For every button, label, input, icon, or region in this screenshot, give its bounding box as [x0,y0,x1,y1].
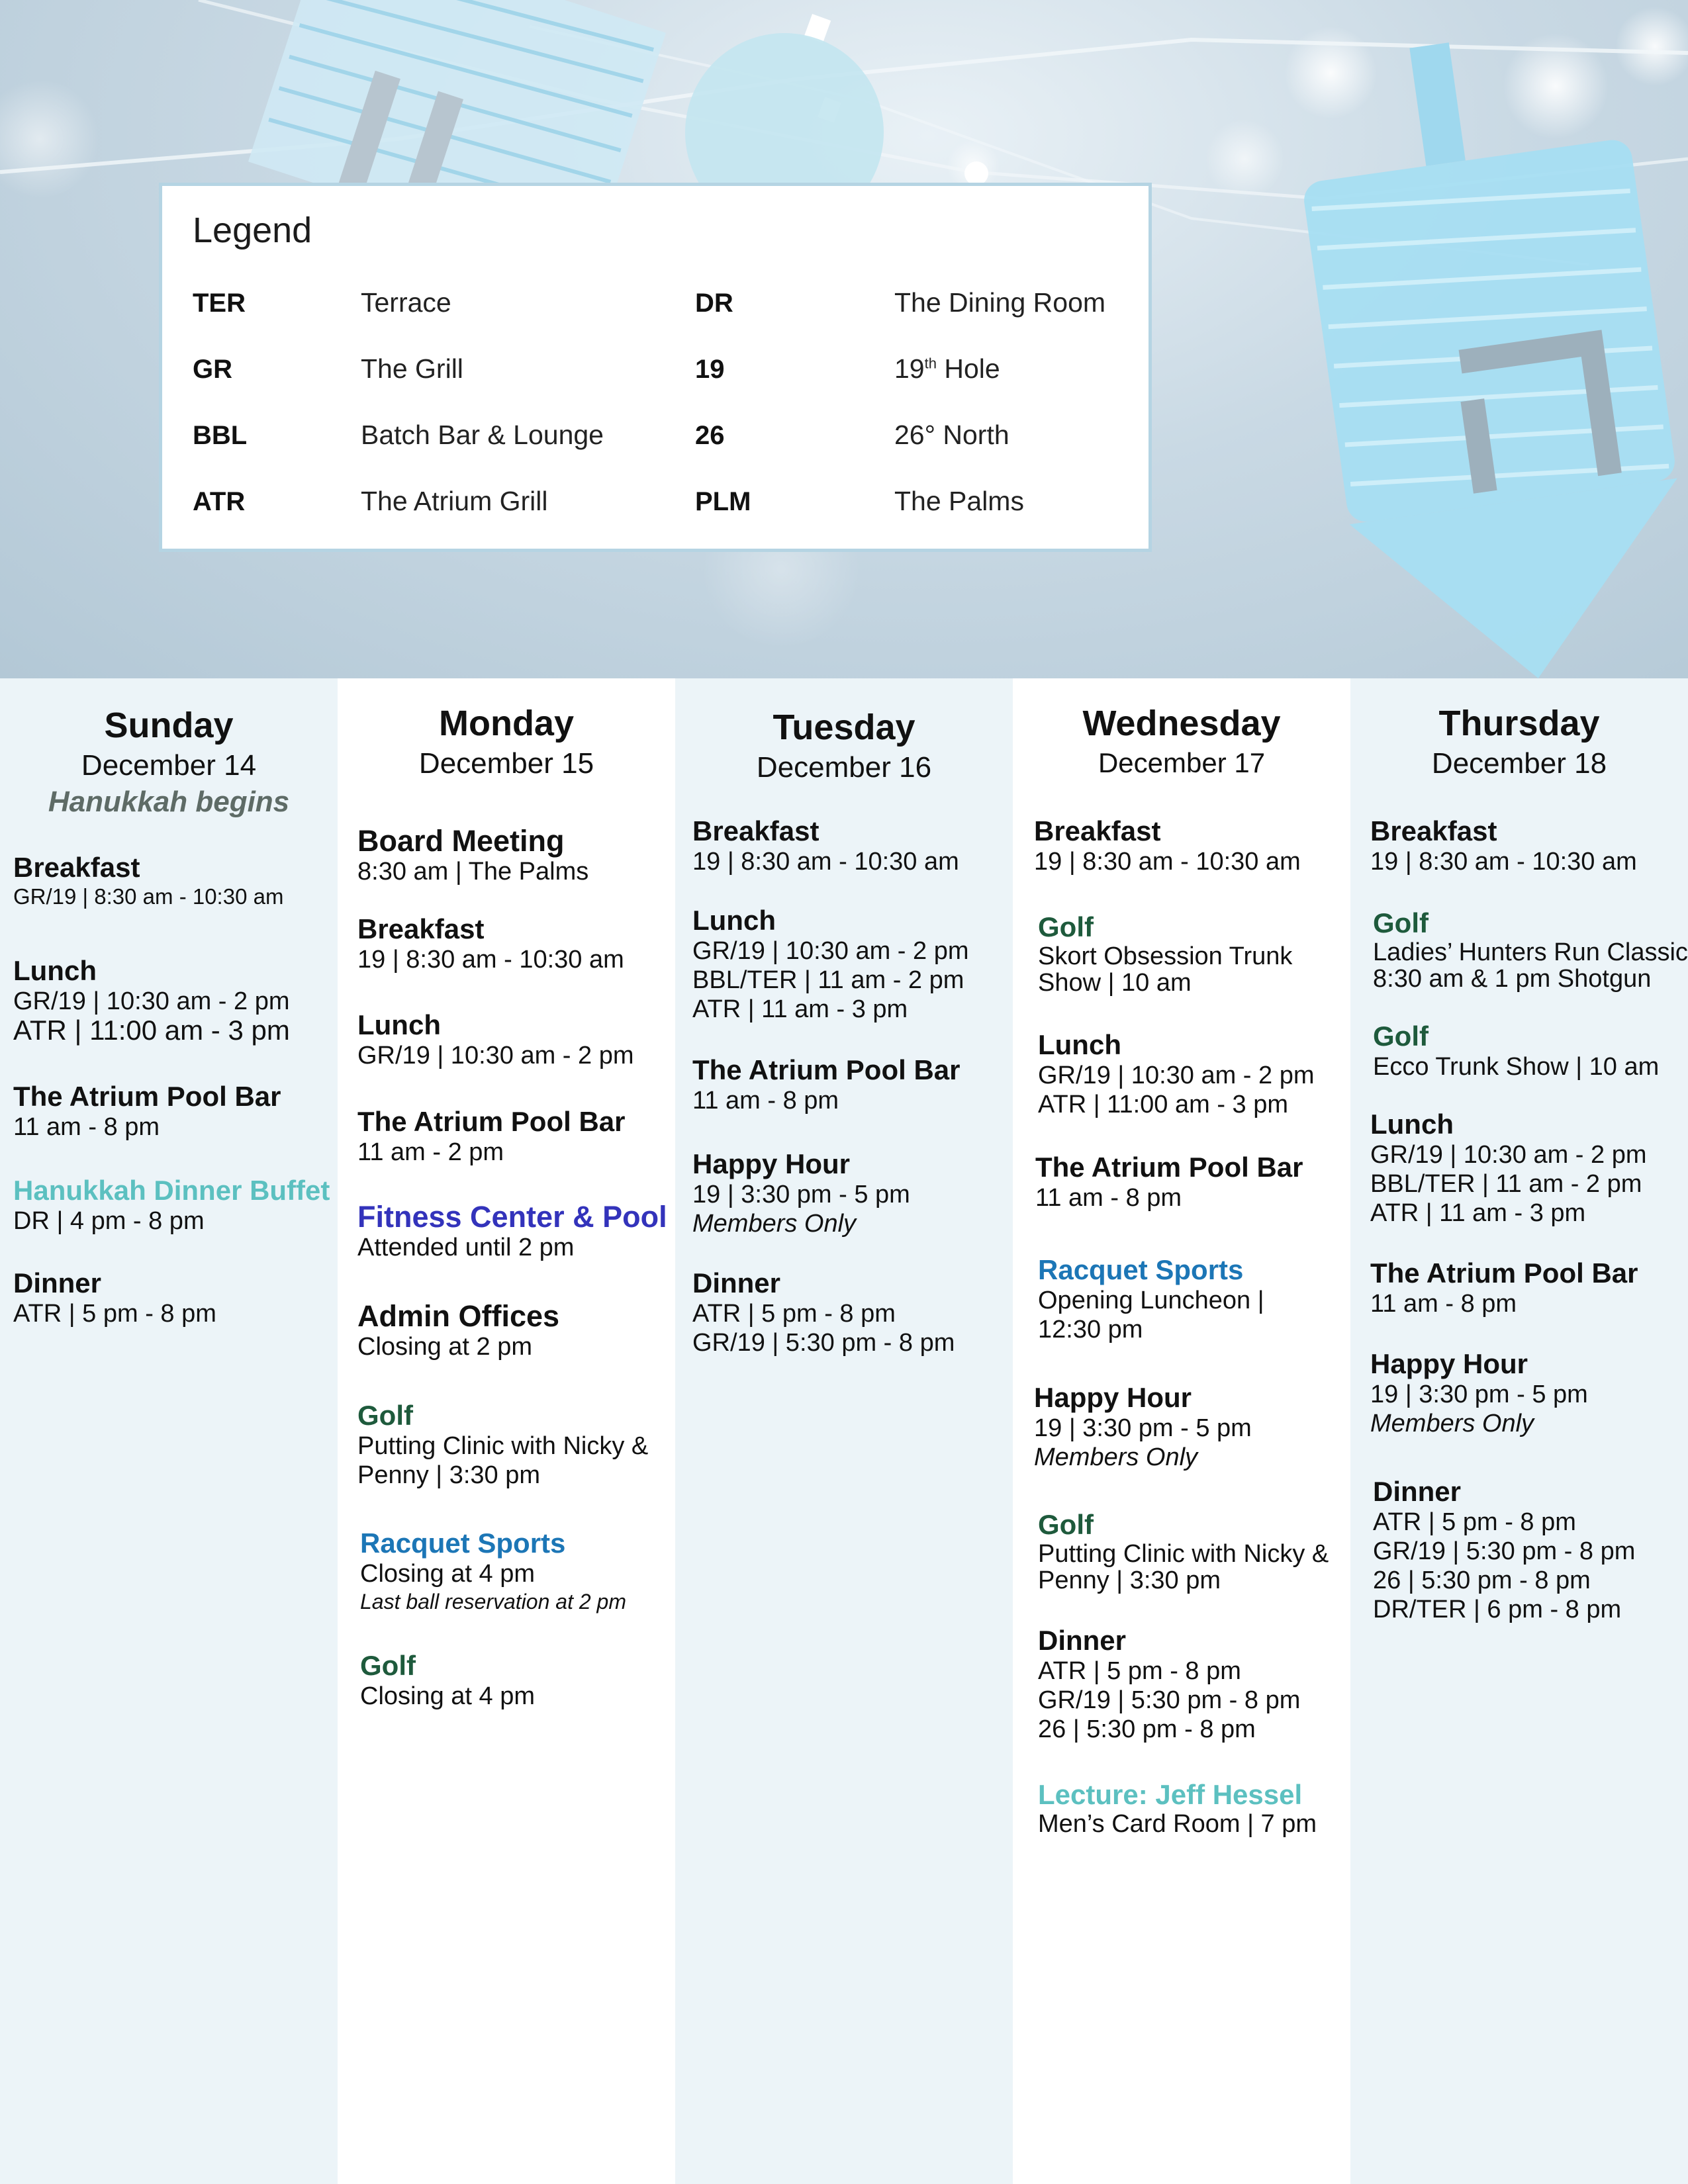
event-detail: Closing at 2 pm [357,1333,533,1361]
legend-code-19: 19 [695,355,725,384]
event-fitness-center [357,1201,682,1262]
event-golf-trunk-show [1373,1021,1688,1081]
event-title: Breakfast [1034,815,1161,846]
event-detail: 12:30 pm [1038,1316,1143,1343]
day-name: Wednesday [1082,704,1281,743]
event-detail: GR/19 | 5:30 pm - 8 pm [692,1329,955,1357]
event-golf-putting-clinic [1038,1509,1362,1594]
event-detail: ATR | 11:00 am - 3 pm [1038,1091,1289,1118]
event-detail: 19 | 8:30 am - 10:30 am [1370,848,1637,876]
event-title: Golf [360,1650,416,1681]
legend-name-dr: The Dining Room [894,287,1106,318]
legend-code-atr: ATR [193,487,246,516]
event-detail: Opening Luncheon | [1038,1287,1264,1314]
event-breakfast [357,913,682,974]
event-detail: GR/19 | 5:30 pm - 8 pm [1038,1686,1301,1714]
event-detail: 19 | 3:30 pm - 5 pm [692,1181,910,1208]
legend-name-gr: The Grill [361,353,463,384]
event-title: Lunch [1370,1109,1454,1140]
day-name: Sunday [104,705,234,745]
legend-code-26: 26 [695,421,725,450]
event-detail: ATR | 5 pm - 8 pm [692,1300,896,1328]
event-detail: 19 | 8:30 am - 10:30 am [692,848,959,876]
legend-name-ter: Terrace [361,287,451,318]
event-detail: Putting Clinic with Nicky & [357,1432,649,1460]
event-detail: Penny | 3:30 pm [357,1461,541,1489]
event-detail: 19 | 8:30 am - 10:30 am [1034,848,1301,876]
legend-name-atr: The Atrium Grill [361,486,548,516]
event-detail: ATR | 11 am - 3 pm [1370,1199,1586,1227]
event-detail: ATR | 5 pm - 8 pm [1373,1508,1576,1536]
event-title: Dinner [1373,1476,1462,1507]
event-breakfast [692,815,1017,876]
legend-code-plm: PLM [695,487,751,516]
day-date: December 18 [1431,747,1607,780]
event-title: Dinner [1038,1625,1127,1656]
event-detail: GR/19 | 10:30 am - 2 pm [1038,1062,1315,1089]
event-detail: GR/19 | 10:30 am - 2 pm [357,1042,634,1069]
event-title: The Atrium Pool Bar [13,1081,281,1112]
legend-name-26: 26° North [894,420,1009,450]
event-title: Breakfast [13,852,140,883]
event-detail: BBL/TER | 11 am - 2 pm [1370,1170,1642,1198]
event-breakfast [1034,815,1358,876]
event-title: Dinner [13,1267,102,1298]
event-detail: ATR | 11 am - 3 pm [692,995,908,1023]
event-detail: 26 | 5:30 pm - 8 pm [1038,1715,1256,1743]
event-title: Breakfast [1370,815,1497,846]
event-lunch [1038,1029,1362,1119]
event-title: The Atrium Pool Bar [692,1054,961,1085]
event-admin-offices [357,1300,682,1361]
event-detail: 19 | 3:30 pm - 5 pm [1370,1381,1588,1408]
event-title: Golf [1373,1021,1429,1052]
event-title: Admin Offices [357,1299,560,1333]
day-name: Monday [438,704,574,743]
event-detail: DR/TER | 6 pm - 8 pm [1373,1596,1622,1623]
event-title: Lecture: Jeff Hessel [1038,1779,1303,1810]
event-breakfast [13,852,338,910]
event-title: Golf [1038,1509,1094,1540]
event-happy-hour [1370,1348,1688,1438]
event-board-meeting [357,825,682,886]
event-title: Happy Hour [1034,1382,1192,1413]
event-detail: 8:30 am | The Palms [357,858,589,886]
event-detail: 8:30 am & 1 pm Shotgun [1373,965,1652,993]
legend-code-gr: GR [193,355,232,384]
day-name: Tuesday [773,707,915,747]
event-dinner [692,1267,1017,1357]
event-title: Racquet Sports [360,1527,566,1559]
day-column-thursday [1350,678,1688,2184]
event-detail: Closing at 4 pm [360,1560,536,1588]
event-detail: Ecco Trunk Show | 10 am [1373,1053,1660,1081]
legend-name-plm: The Palms [894,486,1024,516]
event-breakfast [1370,815,1688,876]
event-detail: GR/19 | 10:30 am - 2 pm [1370,1141,1647,1169]
day-date: December 16 [756,751,932,784]
event-detail: 11 am - 2 pm [357,1138,504,1166]
day-name: Thursday [1438,704,1600,743]
event-racquet-sports [360,1527,684,1615]
event-detail: ATR | 11:00 am - 3 pm [13,1015,290,1046]
event-title: Golf [1373,907,1429,938]
event-detail: Members Only [692,1210,857,1238]
event-detail: 26 | 5:30 pm - 8 pm [1373,1567,1591,1594]
event-detail: Putting Clinic with Nicky & [1038,1540,1329,1568]
event-detail: Show | 10 am [1038,969,1192,997]
event-golf-closing [360,1650,684,1711]
day-column-wednesday [1013,678,1350,2184]
event-title: Golf [357,1400,413,1431]
event-title: The Atrium Pool Bar [1370,1257,1638,1289]
event-detail: Attended until 2 pm [357,1234,575,1261]
day-note: Hanukkah begins [48,786,290,818]
event-detail: GR/19 | 10:30 am - 2 pm [13,987,290,1015]
event-detail: ATR | 5 pm - 8 pm [1038,1657,1241,1685]
legend-code-bbl: BBL [193,421,248,450]
event-title: Hanukkah Dinner Buffet [13,1175,330,1206]
event-title: Happy Hour [692,1148,851,1179]
event-detail: GR/19 | 8:30 am - 10:30 am [13,884,284,909]
event-detail: Members Only [1034,1443,1198,1471]
day-column-tuesday [675,678,1013,2184]
event-detail: GR/19 | 10:30 am - 2 pm [692,937,969,965]
event-lunch [357,1009,682,1070]
legend-title: Legend [193,210,312,250]
event-lunch [1370,1109,1688,1228]
event-detail: GR/19 | 5:30 pm - 8 pm [1373,1537,1636,1565]
legend-code-dr: DR [695,289,733,318]
legend-name-bbl: Batch Bar & Lounge [361,420,604,450]
event-lunch [13,955,338,1045]
event-title: Lunch [1038,1029,1121,1060]
event-title: Racquet Sports [1038,1254,1244,1285]
day-date: December 15 [418,747,594,780]
legend-name-19: 19th Hole [894,353,1000,384]
day-column-monday [338,678,675,2184]
event-title: Breakfast [357,913,485,944]
event-detail: Last ball reservation at 2 pm [360,1590,626,1614]
event-dinner [13,1267,338,1328]
day-date: December 17 [1098,747,1266,778]
event-dinner [1373,1476,1688,1624]
event-title: Fitness Center & Pool [357,1200,667,1234]
event-detail: Ladies’ Hunters Run Classic [1373,938,1688,966]
event-detail: 11 am - 8 pm [1370,1290,1517,1318]
event-detail: ATR | 5 pm - 8 pm [13,1300,216,1328]
event-detail: Penny | 3:30 pm [1038,1567,1221,1594]
event-detail: 11 am - 8 pm [1035,1184,1182,1212]
day-date: December 14 [81,749,257,782]
event-title: The Atrium Pool Bar [357,1106,626,1137]
event-detail: BBL/TER | 11 am - 2 pm [692,966,964,994]
event-title: The Atrium Pool Bar [1035,1152,1303,1183]
event-pool-bar [357,1106,682,1167]
event-pool-bar [1035,1152,1360,1212]
event-detail: Men’s Card Room | 7 pm [1038,1810,1317,1838]
event-detail: Closing at 4 pm [360,1682,536,1710]
event-title: Board Meeting [357,824,565,858]
event-detail: Skort Obsession Trunk [1038,942,1293,970]
event-detail: DR | 4 pm - 8 pm [13,1207,205,1235]
event-hanukkah-dinner [13,1175,338,1236]
event-title: Lunch [357,1009,441,1040]
event-happy-hour [692,1148,1017,1238]
event-pool-bar [1370,1257,1688,1318]
event-title: Happy Hour [1370,1348,1528,1379]
event-dinner [1038,1625,1362,1744]
event-pool-bar [13,1081,338,1142]
event-detail: 19 | 3:30 pm - 5 pm [1034,1414,1252,1442]
event-racquet-sports [1038,1254,1362,1344]
event-detail: 19 | 8:30 am - 10:30 am [357,946,624,974]
event-lecture [1038,1779,1362,1837]
event-golf-putting-clinic [357,1400,682,1490]
event-golf-trunk-show [1038,911,1362,996]
event-pool-bar [692,1054,1017,1115]
event-title: Dinner [692,1267,781,1298]
event-detail: 11 am - 8 pm [692,1087,839,1115]
event-detail: Members Only [1370,1410,1534,1437]
event-golf-classic [1373,907,1688,992]
event-detail: 11 am - 8 pm [13,1113,160,1141]
day-column-sunday [0,678,338,2184]
event-title: Golf [1038,911,1094,942]
legend-code-ter: TER [193,289,246,318]
event-lunch [692,905,1017,1024]
legend-box [159,183,1152,552]
event-title: Lunch [692,905,776,936]
event-title: Breakfast [692,815,820,846]
event-happy-hour [1034,1382,1358,1472]
event-title: Lunch [13,955,97,986]
